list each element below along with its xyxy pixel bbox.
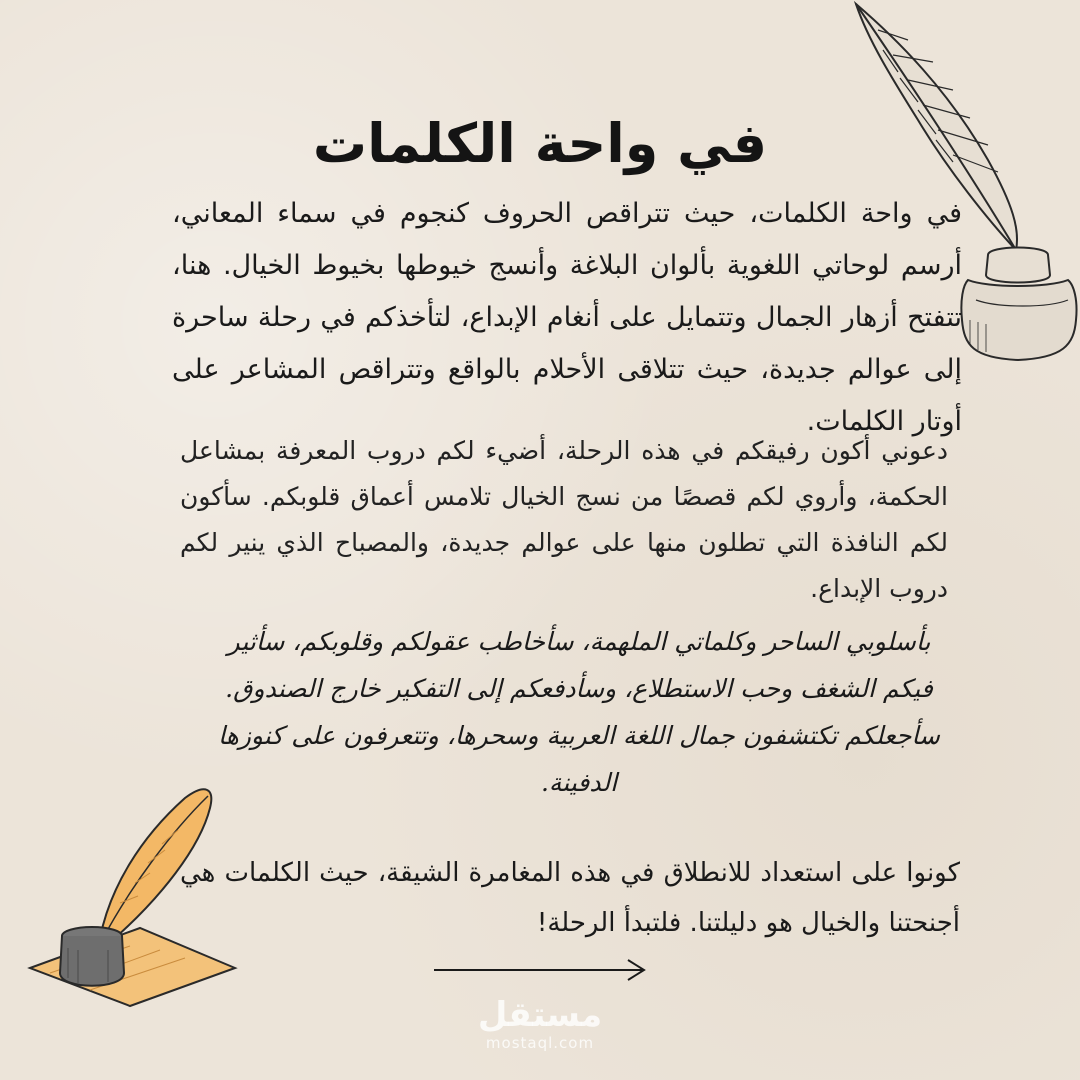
arrow-right-icon [432, 955, 648, 985]
watermark-latin: mostaql.com [485, 1034, 595, 1052]
intro-paragraph: في واحة الكلمات، حيث تتراقص الحروف كنجوم في سماء المعاني، أرسم لوحاتي اللغوية بألوان البلاغة وأنسج خيوطها بخيوط الخيال. هنا، تتفتح أزهار الجمال وتتمايل على أنغام الإبداع، لتأخذكم في رحلة ساحرة إلى عوالم جديدة، حيث تتلاقى الأحلام بالواقع وتتراقص المشاعر على أوتار الكلمات. [172, 198, 962, 437]
companion-paragraph: دعوني أكون رفيقكم في هذه الرحلة، أضيء لكم دروب المعرفة بمشاعل الحكمة، وأروي لكم قصصًا من نسج الخيال تلامس أعماق قلوبكم. سأكون لكم النافذة التي تطلون منها على عوالم جديدة، والمصباح الذي ينير لكم دروب الإبداع. [180, 436, 948, 603]
page-title: في واحة الكلمات [312, 112, 768, 175]
closing-paragraph: كونوا على استعداد للانطلاق في هذه المغامرة الشيقة، حيث الكلمات هي أجنحتنا والخيال هو دليلتنا. فلتبدأ الرحلة! [180, 858, 960, 938]
watermark-arabic: مستقل [477, 995, 603, 1035]
style-paragraph: بأسلوبي الساحر وكلماتي الملهمة، سأخاطب عقولكم وقلوبكم، سأثير فيكم الشغف وحب الاستطلاع، وسأدفعكم إلى التفكير خارج الصندوق. سأجعلكم تكتشفون جمال اللغة العربية وسحرها، وتتعرفون على كنوزها الدفينة. [218, 627, 940, 797]
watermark [470, 996, 610, 1052]
